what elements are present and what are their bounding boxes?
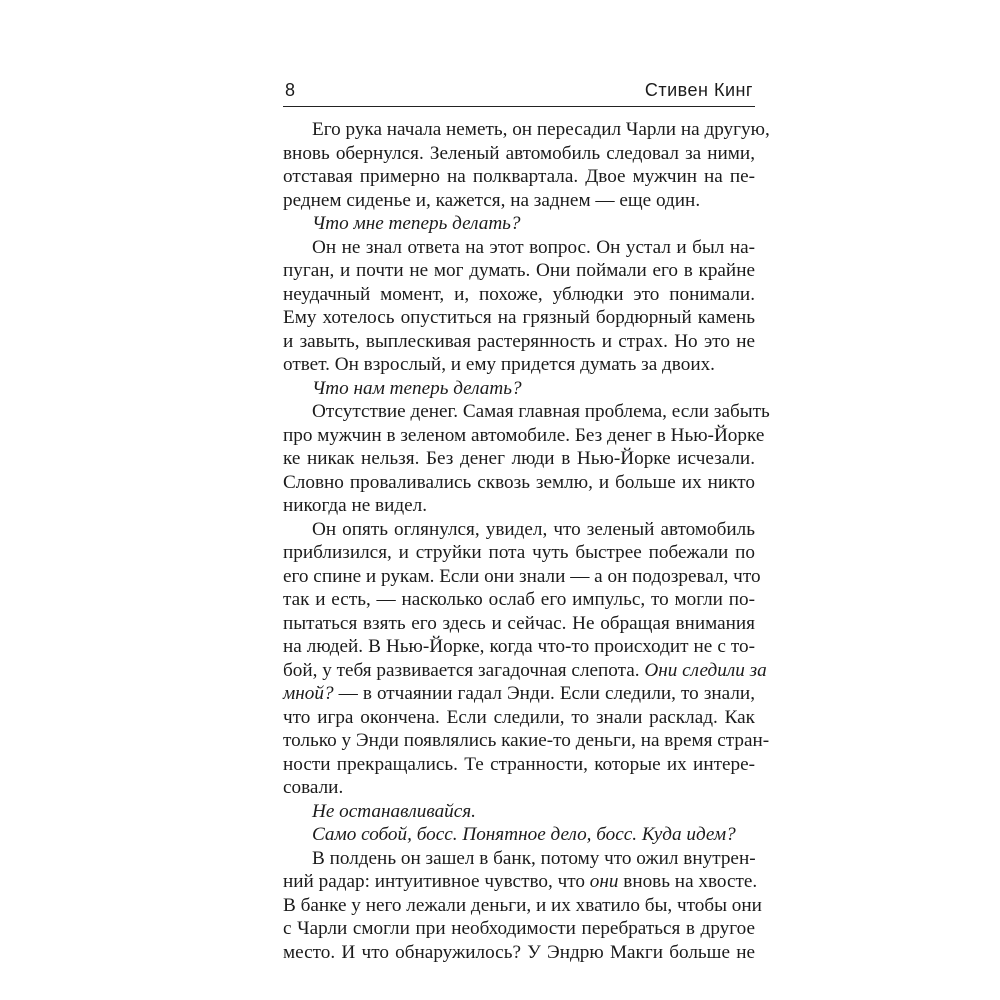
text-span: отставая примерно на полквартала. Двое мужчин на пе- (283, 166, 755, 187)
text-line (283, 753, 755, 777)
text-line (283, 494, 755, 518)
text-line (283, 635, 755, 659)
text-line (283, 682, 755, 706)
text-line (283, 236, 755, 260)
text-line (283, 917, 755, 941)
text-span: вновь на хвосте. (618, 871, 758, 892)
text-line (283, 142, 755, 166)
text-line (283, 823, 755, 847)
text-line (283, 118, 770, 142)
text-span: неудачный момент, и, похоже, ублюдки это понимали. (283, 283, 755, 305)
text-line (283, 588, 755, 612)
text-line (283, 941, 755, 965)
italic-span: Что мне теперь делать? (312, 213, 521, 234)
text-line (283, 353, 755, 377)
text-span: приблизился, и струйки пота чуть быстрее побежали по (283, 542, 755, 563)
text-line (283, 189, 755, 213)
text-line (283, 776, 755, 800)
text-span: так и есть, — насколько ослаб его импульс, то могли по- (283, 589, 755, 610)
text-span: с Чарли смогли при необходимости перебраться в другое (283, 918, 755, 939)
text-span: Словно проваливались сквозь землю, и больше их никто (283, 471, 755, 493)
text-span: на людей. В Нью-Йорке, когда что-то происходит не с то- (283, 636, 755, 657)
text-line (283, 612, 755, 636)
text-line (283, 800, 755, 824)
text-span: ке никак нельзя. Без денег люди в Нью-Йорке исчезали. (283, 448, 755, 469)
text-line (283, 518, 755, 542)
text-span: что игра окончена. Если следили, то знали расклад. Как (283, 706, 755, 728)
text-span: никогда не видел. (283, 495, 428, 516)
italic-span: они (589, 871, 619, 892)
text-span: бой, у тебя развивается загадочная слепота. (283, 659, 645, 681)
text-span: ответ. Он взрослый, и ему придется думать за двоих. (283, 354, 715, 375)
text-line (283, 377, 755, 401)
text-line (283, 565, 761, 589)
header-rule (283, 106, 755, 107)
text-span: Ему хотелось опуститься на грязный бордюрный камень (283, 307, 755, 328)
text-span: про мужчин в зеленом автомобиле. Без денег в Нью-Йорке (283, 424, 765, 446)
text-span: Отсутствие денег. Самая главная проблема, если забыть (312, 401, 770, 422)
text-span: Его рука начала неметь, он пересадил Чарли на другую, (312, 119, 770, 140)
text-line (283, 659, 767, 683)
text-span: Он опять оглянулся, увидел, что зеленый автомобиль (312, 518, 755, 540)
text-span: В полдень он зашел в банк, потому что ожил внутрен- (312, 847, 756, 869)
text-span: место. И что обнаружилось? У Эндрю Макги больше не (283, 941, 755, 963)
text-line (283, 541, 755, 565)
italic-span: Не останавливайся. (312, 800, 476, 822)
text-span: только у Энди появлялись какие-то деньги, на время стран- (283, 730, 770, 751)
text-line (283, 894, 762, 918)
italic-span: мной? (283, 683, 334, 704)
text-span: вновь обернулся. Зеленый автомобиль следовал за ними, (283, 142, 755, 164)
text-line (283, 259, 755, 283)
body-text (283, 118, 770, 964)
text-line (283, 165, 755, 189)
italic-span: Они следили за (644, 659, 767, 681)
text-line (283, 283, 755, 307)
text-span: и завыть, выплескивая растерянность и страх. Но это не (283, 330, 755, 352)
text-line (283, 471, 755, 495)
text-line (283, 424, 765, 448)
text-line (283, 400, 770, 424)
text-line (283, 870, 758, 894)
text-span: пуган, и почти не мог думать. Они поймали его в крайне (283, 260, 755, 281)
text-span: Он не знал ответа на этот вопрос. Он устал и был на- (312, 236, 755, 258)
text-span: ности прекращались. Те странности, которые их интере- (283, 753, 755, 775)
text-line (283, 706, 755, 730)
text-span: — в отчаянии гадал Энди. Если следили, то знали, (333, 683, 755, 704)
text-span: пытаться взять его здесь и сейчас. Не обращая внимания (283, 612, 755, 634)
text-line (283, 306, 755, 330)
text-line (283, 212, 755, 236)
text-line (283, 729, 770, 753)
text-span: его спине и рукам. Если они знали — а он подозревал, что (283, 565, 761, 587)
italic-span: Само собой, босс. Понятное дело, босс. Куда идем? (312, 824, 736, 845)
text-span: В банке у него лежали деньги, и их хватило бы, чтобы они (283, 894, 762, 916)
text-line (283, 847, 755, 871)
text-line (283, 447, 755, 471)
page-number: 8 (285, 79, 296, 100)
italic-span: Что нам теперь делать? (312, 377, 522, 399)
text-line (283, 330, 755, 354)
text-span: совали. (283, 777, 344, 798)
text-span: реднем сиденье и, кажется, на заднем — еще один. (283, 189, 701, 211)
text-span: ний радар: интуитивное чувство, что (283, 871, 590, 892)
running-header (285, 78, 753, 102)
running-header-author: Стивен Кинг (644, 79, 753, 100)
